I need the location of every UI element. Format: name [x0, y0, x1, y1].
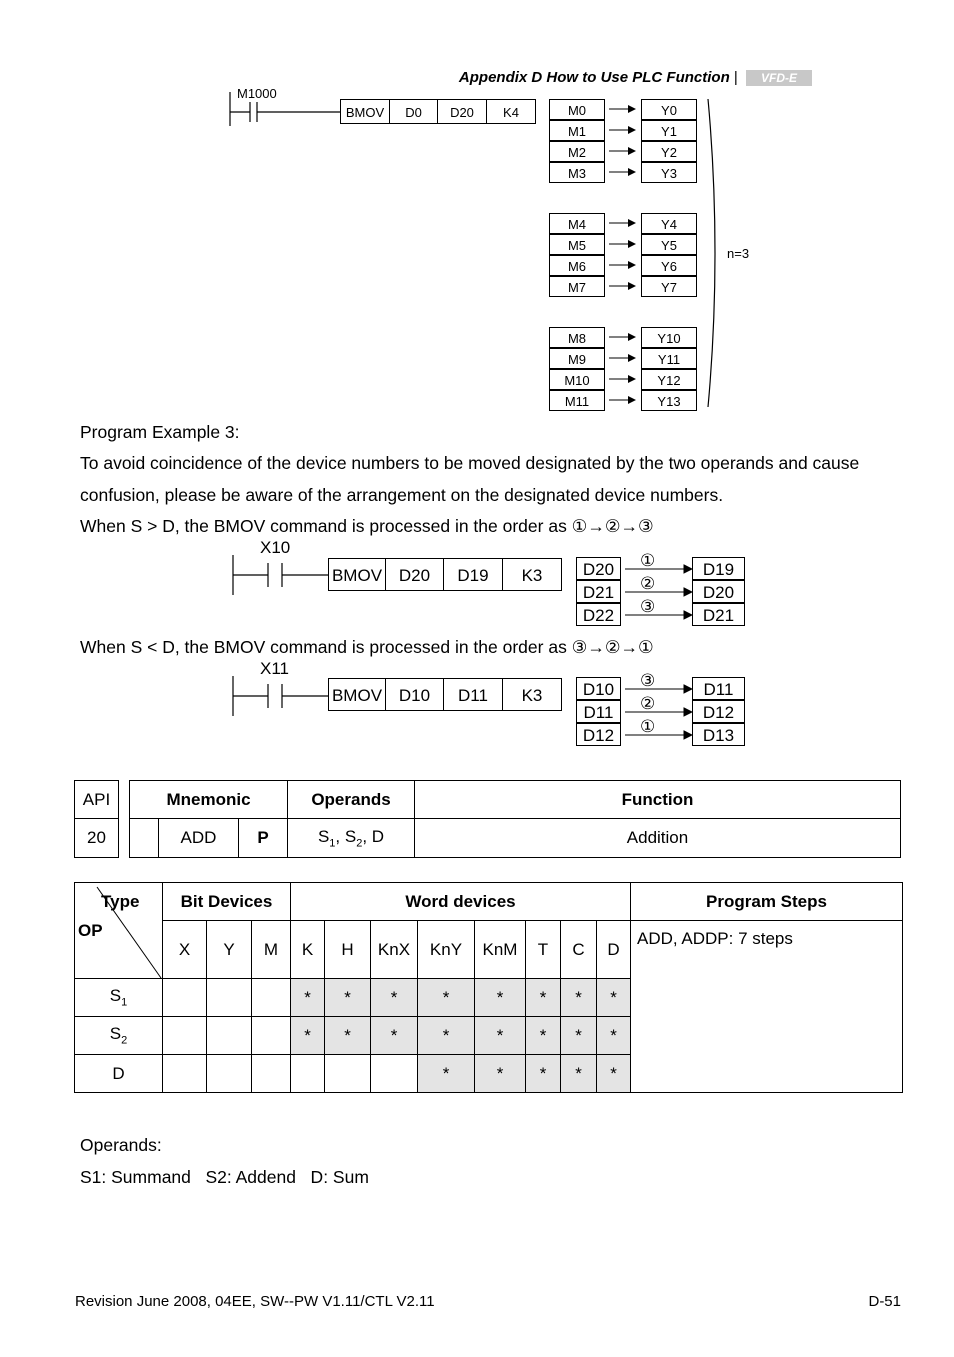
- op-name: S: [109, 1024, 122, 1044]
- repeat-note: n=3: [727, 246, 750, 261]
- src-device: M1: [549, 120, 605, 141]
- order-marker: ①: [640, 551, 656, 570]
- instr-operand: D0: [389, 99, 438, 124]
- type-label: Type: [101, 892, 140, 911]
- header-title: Appendix D How to Use PLC Function: [458, 69, 730, 86]
- dst-device: Y5: [641, 234, 697, 255]
- program-steps-header: Program Steps: [631, 883, 903, 921]
- api-header: API: [75, 781, 119, 819]
- header-separator: |: [733, 69, 738, 86]
- ladder-rung-3: [225, 676, 335, 721]
- word-devices-header: Word devices: [291, 883, 631, 921]
- contact-label: M1000: [237, 86, 277, 101]
- cell: [291, 1055, 325, 1093]
- cell: *: [475, 979, 526, 1017]
- col-y: Y: [207, 921, 252, 979]
- dst-device: Y0: [641, 99, 697, 120]
- dst-device: D13: [692, 723, 745, 746]
- type-op-cell: [75, 883, 163, 979]
- operand-sub: 1: [329, 837, 336, 850]
- dst-device: D20: [692, 580, 745, 603]
- src-device: M6: [549, 255, 605, 276]
- function-header: Function: [415, 781, 901, 819]
- src-device: M2: [549, 141, 605, 162]
- instr-operand: D20: [437, 99, 487, 124]
- cell: *: [597, 979, 631, 1017]
- dst-device: Y3: [641, 162, 697, 183]
- operands-line: S1: Summand S2: Addend D: Sum: [80, 1167, 369, 1187]
- order-marker: ②: [640, 574, 656, 593]
- case-s-less-d: When S < D, the BMOV command is processed in the order as ③→②→①: [80, 637, 654, 657]
- cell: *: [371, 979, 418, 1017]
- api-number: 20: [75, 819, 119, 858]
- cell: [252, 1055, 291, 1093]
- dst-device: Y7: [641, 276, 697, 297]
- operand-s: S: [317, 826, 330, 846]
- dst-device: D12: [692, 700, 745, 723]
- cell: *: [418, 1055, 475, 1093]
- case-s-greater-d: When S > D, the BMOV command is processed in the order as ①→②→③: [80, 516, 654, 536]
- instr-operand: K3: [502, 678, 562, 711]
- instr-mnemonic: BMOV: [328, 558, 386, 591]
- mnemonic-value: [130, 819, 239, 858]
- col-kny: KnY: [418, 921, 475, 979]
- operand-sub: 2: [356, 837, 363, 850]
- cell: *: [597, 1017, 631, 1055]
- cell: *: [597, 1055, 631, 1093]
- op-label: OP: [78, 921, 103, 940]
- example-body-line1: To avoid coincidence of the device numbers to be moved designated by the two operands and cause: [80, 453, 860, 473]
- dst-device: D11: [692, 677, 745, 700]
- cell: [325, 1055, 371, 1093]
- dst-device: Y13: [641, 390, 697, 411]
- instr-operand: D11: [443, 678, 503, 711]
- ladder-rung-2: [225, 555, 335, 600]
- op-sub: 2: [121, 1034, 128, 1047]
- src-device: M0: [549, 99, 605, 120]
- operands-title: Operands:: [80, 1135, 162, 1155]
- col-m: M: [252, 921, 291, 979]
- instr-operand: D19: [443, 558, 503, 591]
- cell: [207, 1055, 252, 1093]
- col-x: X: [163, 921, 207, 979]
- src-device: D10: [576, 677, 621, 700]
- pulse-flag: P: [239, 819, 288, 858]
- src-device: M10: [549, 369, 605, 390]
- op-d: [75, 1055, 163, 1093]
- op-sub: 1: [121, 996, 128, 1009]
- src-device: M4: [549, 213, 605, 234]
- footer-revision: Revision June 2008, 04EE, SW--PW V1.11/CTL V2.11: [75, 1293, 435, 1310]
- dst-device: Y10: [641, 327, 697, 348]
- operand-sep: , S: [335, 826, 357, 846]
- cell: [163, 1017, 207, 1055]
- transfer-arrows-1: [605, 95, 725, 415]
- cell: *: [418, 1017, 475, 1055]
- dst-device: Y6: [641, 255, 697, 276]
- mnemonic-header: Mnemonic: [130, 781, 288, 819]
- instr-operand: D10: [385, 678, 444, 711]
- cell: [207, 1017, 252, 1055]
- order-marker: ②: [640, 694, 656, 713]
- col-knm: KnM: [475, 921, 526, 979]
- op-name: D: [112, 1063, 125, 1083]
- device-table: [74, 882, 903, 1093]
- src-device: D20: [576, 557, 621, 580]
- program-steps-value: ADD, ADDP: 7 steps: [631, 921, 903, 1093]
- src-device: M7: [549, 276, 605, 297]
- cell: *: [475, 1055, 526, 1093]
- cell: *: [291, 979, 325, 1017]
- order-marker: ①: [640, 717, 656, 736]
- dst-device: Y1: [641, 120, 697, 141]
- dst-device: Y12: [641, 369, 697, 390]
- cell: *: [561, 1055, 597, 1093]
- example-body-line2: confusion, please be aware of the arrangement on the designated device numbers.: [80, 485, 724, 505]
- instr-operand: D20: [385, 558, 444, 591]
- order-marker: ③: [640, 671, 656, 690]
- contact-label: X11: [260, 659, 289, 678]
- col-d: D: [597, 921, 631, 979]
- cell: *: [325, 1017, 371, 1055]
- function-value: Addition: [415, 819, 901, 858]
- cell: [163, 979, 207, 1017]
- contact-label: X10: [260, 538, 291, 557]
- dst-device: Y2: [641, 141, 697, 162]
- src-device: D12: [576, 723, 621, 746]
- src-device: D21: [576, 580, 621, 603]
- src-device: D22: [576, 603, 621, 626]
- cell: [207, 979, 252, 1017]
- cell: *: [475, 1017, 526, 1055]
- cell: [163, 1055, 207, 1093]
- mnemonic-add: ADD: [180, 828, 217, 847]
- transfer-arrows-2: [621, 555, 693, 627]
- instr-operand: K3: [502, 558, 562, 591]
- src-device: M3: [549, 162, 605, 183]
- operand-tail: , D: [362, 826, 385, 846]
- col-t: T: [526, 921, 561, 979]
- cell: *: [418, 979, 475, 1017]
- cell: [252, 979, 291, 1017]
- dst-device: D21: [692, 603, 745, 626]
- cell: *: [526, 1017, 561, 1055]
- dst-device: D19: [692, 557, 745, 580]
- op-s1: [75, 979, 163, 1017]
- api-table: [74, 780, 901, 858]
- src-device: M8: [549, 327, 605, 348]
- cell: *: [526, 979, 561, 1017]
- instr-mnemonic: BMOV: [340, 99, 390, 124]
- cell: *: [561, 979, 597, 1017]
- src-device: D11: [576, 700, 621, 723]
- col-knx: KnX: [371, 921, 418, 979]
- cell: *: [325, 979, 371, 1017]
- cell: *: [526, 1055, 561, 1093]
- bit-devices-header: Bit Devices: [163, 883, 291, 921]
- op-name: S: [109, 986, 122, 1006]
- instr-mnemonic: BMOV: [328, 678, 386, 711]
- cell: [371, 1055, 418, 1093]
- src-device: M9: [549, 348, 605, 369]
- vfd-e-logo: VFD-E: [746, 70, 812, 86]
- example-title: Program Example 3:: [80, 422, 240, 442]
- cell: [252, 1017, 291, 1055]
- transfer-arrows-3: [621, 675, 693, 747]
- op-s2: [75, 1017, 163, 1055]
- src-device: M5: [549, 234, 605, 255]
- cell: *: [291, 1017, 325, 1055]
- col-c: C: [561, 921, 597, 979]
- col-k: K: [291, 921, 325, 979]
- cell: *: [561, 1017, 597, 1055]
- operands-header: Operands: [288, 781, 415, 819]
- cell: *: [371, 1017, 418, 1055]
- page-header: [459, 69, 812, 86]
- instr-operand: K4: [486, 99, 536, 124]
- operands-value: [288, 819, 415, 858]
- col-h: H: [325, 921, 371, 979]
- order-marker: ③: [640, 597, 656, 616]
- dst-device: Y11: [641, 348, 697, 369]
- src-device: M11: [549, 390, 605, 411]
- dst-device: Y4: [641, 213, 697, 234]
- footer-page-number: D-51: [868, 1293, 901, 1310]
